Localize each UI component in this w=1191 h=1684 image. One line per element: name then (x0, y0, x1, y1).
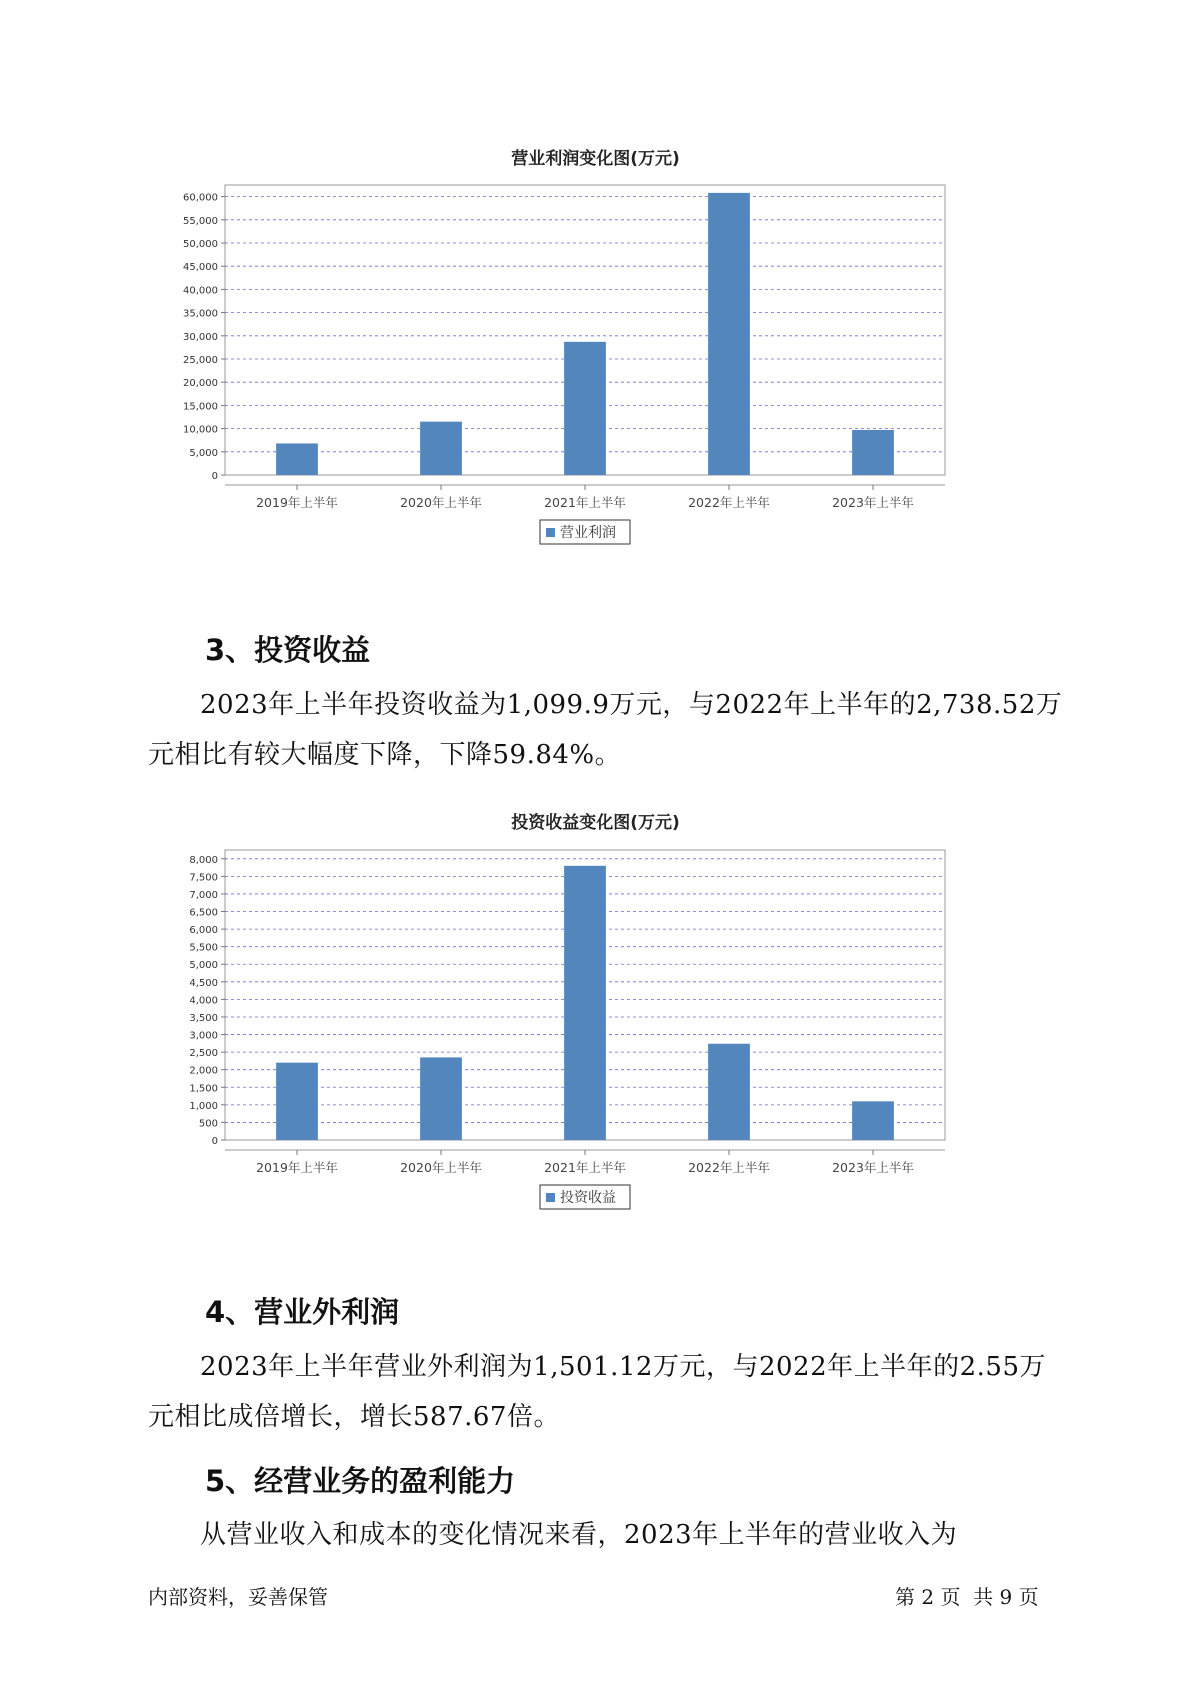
chart-title-investment-income: 投资收益变化图(万元) (511, 813, 680, 833)
section-heading-non-operating-profit: 4、营业外利润 (205, 1295, 400, 1329)
section-heading-profitability: 5、经营业务的盈利能力 (205, 1464, 516, 1498)
x-tick-label: 2019年上半年 (256, 495, 338, 510)
paragraph-line: 从营业收入和成本的变化情况来看，2023年上半年的营业收入为 (200, 1520, 958, 1550)
x-tick-label: 2020年上半年 (400, 495, 482, 510)
y-tick-label: 60,000 (183, 192, 218, 204)
x-tick-label: 2021年上半年 (544, 495, 626, 510)
y-tick-label: 15,000 (183, 401, 218, 413)
bar (708, 1044, 750, 1140)
y-tick-label: 1,500 (189, 1083, 218, 1095)
y-tick-label: 8,000 (189, 854, 218, 866)
y-tick-label: 1,000 (189, 1100, 218, 1112)
x-tick-label: 2022年上半年 (688, 495, 770, 510)
paragraph-line: 元相比成倍增长，增长587.67倍。 (148, 1402, 560, 1432)
y-tick-label: 3,500 (189, 1012, 218, 1024)
y-tick-label: 500 (198, 1118, 218, 1130)
paragraph-investment-income (148, 680, 1068, 780)
x-tick-label: 2021年上半年 (544, 1160, 626, 1175)
bar (708, 193, 750, 475)
legend-swatch (546, 528, 555, 537)
legend-swatch (546, 1193, 555, 1202)
legend-label: 投资收益 (560, 1190, 616, 1206)
y-tick-label: 20,000 (183, 378, 218, 390)
y-tick-label: 40,000 (183, 285, 218, 297)
x-tick-label: 2022年上半年 (688, 1160, 770, 1175)
y-tick-label: 2,500 (189, 1048, 218, 1060)
bar (564, 866, 606, 1140)
paragraph-non-operating-profit (148, 1342, 1068, 1442)
y-tick-label: 6,500 (189, 907, 218, 919)
y-tick-label: 45,000 (183, 262, 218, 274)
y-tick-label: 30,000 (183, 331, 218, 343)
y-tick-label: 5,000 (189, 447, 218, 459)
y-tick-label: 5,000 (189, 960, 218, 972)
x-tick-label: 2019年上半年 (256, 1160, 338, 1175)
y-tick-label: 0 (211, 471, 218, 482)
footer-page-number: 第 2 页 共 9 页 (895, 1585, 1039, 1609)
y-tick-label: 0 (211, 1136, 218, 1147)
x-tick-label: 2023年上半年 (832, 495, 914, 510)
y-tick-label: 7,000 (189, 889, 218, 901)
footer-confidential-note: 内部资料，妥善保管 (148, 1585, 328, 1609)
y-tick-label: 35,000 (183, 308, 218, 320)
bar (564, 342, 606, 475)
paragraph-line: 2023年上半年投资收益为1,099.9万元，与2022年上半年的2,738.52万 (200, 690, 1063, 720)
section-heading-investment-income: 3、投资收益 (205, 633, 371, 667)
x-tick-label: 2020年上半年 (400, 1160, 482, 1175)
paragraph-line: 2023年上半年营业外利润为1,501.12万元，与2022年上半年的2.55万 (200, 1352, 1047, 1382)
bar (852, 430, 894, 475)
bar (852, 1101, 894, 1140)
y-tick-label: 4,000 (189, 995, 218, 1007)
paragraph-line: 元相比有较大幅度下降，下降59.84%。 (148, 740, 622, 770)
y-tick-label: 6,000 (189, 925, 218, 937)
y-tick-label: 7,500 (189, 872, 218, 884)
legend-label: 营业利润 (560, 525, 616, 541)
chart-title-operating-profit: 营业利润变化图(万元) (511, 149, 680, 169)
y-tick-label: 25,000 (183, 355, 218, 366)
x-tick-label: 2023年上半年 (832, 1160, 914, 1175)
y-tick-label: 10,000 (183, 424, 218, 436)
y-tick-label: 3,000 (189, 1030, 218, 1042)
bar (276, 1063, 318, 1140)
bar (420, 1057, 462, 1140)
y-tick-label: 4,500 (189, 977, 218, 989)
bar (420, 422, 462, 475)
y-tick-label: 2,000 (189, 1065, 218, 1077)
y-tick-label: 5,500 (189, 942, 218, 954)
y-tick-label: 55,000 (183, 215, 218, 227)
bar (276, 443, 318, 475)
y-tick-label: 50,000 (183, 239, 218, 250)
operating-profit-chart (140, 175, 1040, 595)
investment-income-chart (140, 840, 1040, 1260)
paragraph-profitability (148, 1510, 1068, 1560)
